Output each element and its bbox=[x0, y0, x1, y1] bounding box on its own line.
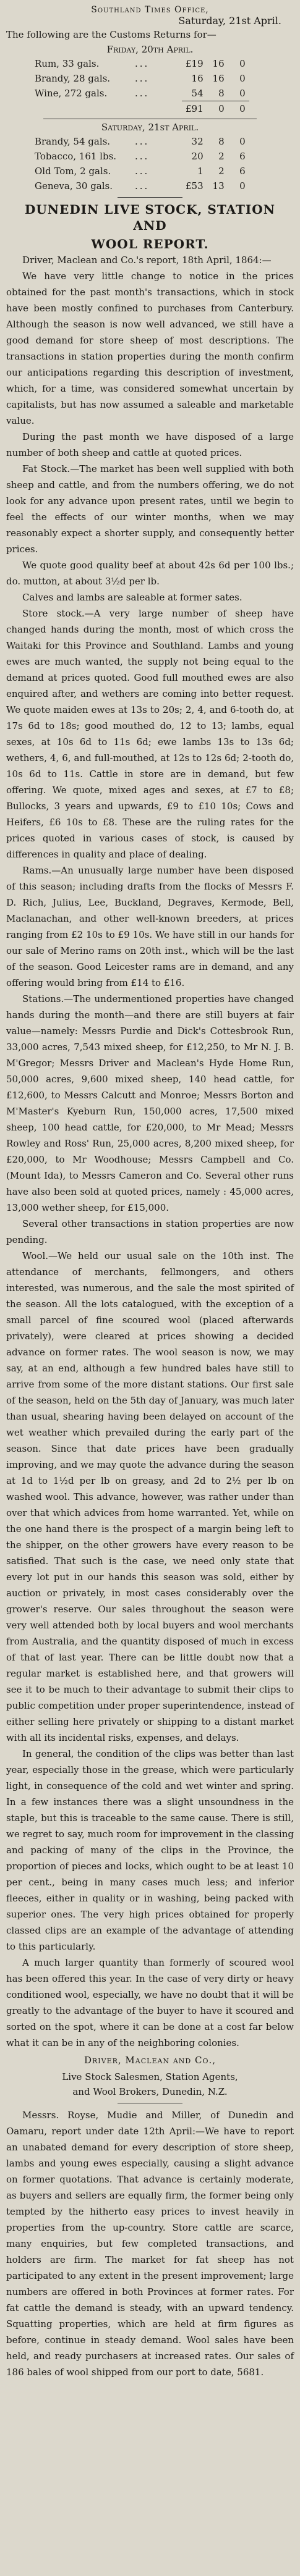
report-paragraph: Calves and lambs are saleable at former sates. bbox=[22, 592, 242, 603]
saturday-cell-d: 6 bbox=[239, 151, 246, 162]
saturday-cell-dots: ... bbox=[135, 151, 150, 162]
report-section bbox=[6, 201, 294, 2380]
saturday-cell-item: Brandy, 54 gals. bbox=[35, 136, 111, 147]
report-byline: Driver, Maclean and Co.'s report, 18th April, 1864:— bbox=[22, 255, 272, 266]
saturday-cell-d: 6 bbox=[239, 166, 246, 177]
report-paragraph: We have very little change to notice in the prices obtained for the past month's transactions, which in stock have been mostly confined to purchases from Canterbury. Although the season is now well advanced, we still have a good demand for store sheep of most descriptions. The transactions in station properties during the month confirm our anticipations regarding this description of investment, which, for a time, was considered somewhat uncertain by capitalists, but has now assumed a saleable and marketable value. bbox=[6, 271, 294, 426]
friday-cell-l: £19 bbox=[186, 58, 204, 69]
dateline: Saturday, 21st April. bbox=[178, 15, 281, 27]
friday-row bbox=[31, 71, 249, 86]
saturday-cell-d: 0 bbox=[239, 136, 246, 147]
saturday-cell-s: 13 bbox=[212, 180, 225, 192]
signature-line-2: and Wool Brokers, Dunedin, N.Z. bbox=[72, 2086, 228, 2097]
friday-cell-d: 0 bbox=[239, 73, 246, 84]
saturday-cell-l: £53 bbox=[186, 180, 204, 192]
saturday-cell-l: 1 bbox=[197, 166, 204, 177]
report-paragraph: Fat Stock.—The market has been well supplied with both sheep and cattle, and from the numbers offering, we do not look for any advance upon present rates, until we begin to feel the effects of our winter months, when we may reasonably expect a shorter supply, and consequently better prices. bbox=[6, 463, 294, 555]
friday-total-shillings: 0 bbox=[207, 101, 228, 117]
report-paragraph: Rams.—An unusually large number have been disposed of this season; including drafts from the flocks of Messrs F. D. Rich, Julius, Lee, Buckland, Degraves, Kermode, Bell, Maclanachan, and other well-known breeders, at prices ranging from £2 10s to £9 10s. We have still in our hands for our sale of Merino rams on 20th inst., which will be the last of the season. Good Leicester rams are in demand, and any offering would bring from £14 to £16. bbox=[6, 865, 294, 988]
saturday-cell-dots: ... bbox=[135, 180, 150, 192]
report-title-line2: WOOL REPORT. bbox=[91, 237, 209, 251]
saturday-cell-dots: ... bbox=[135, 136, 150, 147]
friday-cell-item: Rum, 33 gals. bbox=[35, 58, 100, 69]
saturday-cell-l: 32 bbox=[191, 136, 204, 147]
report-paragraph: We quote good quality beef at about 42s 6d per 100 lbs.; do. mutton, at about 3½d per lb. bbox=[6, 560, 294, 587]
friday-cell-s: 8 bbox=[218, 88, 225, 99]
friday-total-row bbox=[31, 101, 249, 117]
friday-cell-l: 54 bbox=[191, 88, 204, 99]
friday-cell-dots: ... bbox=[135, 58, 150, 69]
customs-intro: The following are the Customs Returns for— bbox=[6, 29, 216, 40]
report-paragraph: In general, the condition of the clips was better than last year, especially those in the grease, which were particularly light, in consequence of the cold and wet winter and spring. In a few instances there was a slight unsoundness in the staple, but this is traceable to the same cause. There is still, we regret to say, much room for improvement in the classing and packing of many of the clips in the Province, the proportion of pieces and locks, which ought to be at least 10 per cent., being in many cases much less; and inferior fleeces, either in quality or in washing, being packed with superior ones. The very high prices obtained for properly classed clips are an example of the advantage of attending to this particularly. bbox=[6, 1748, 294, 1952]
friday-ledger bbox=[31, 56, 249, 101]
report-paragraph: Wool.—We held our usual sale on the 10th inst. The attendance of merchants, fellmongers, and others interested, was numerous, and the sale the most spirited of the season. All the lots catalogued, with the exception of a small parcel of fine scoured wool (placed afterwards privately), were cleared at prices showing a decided advance on former rates. The wool season is now, we may say, at an end, although a few hundred bales have still to arrive from some of the more distant stations. Our first sale of the season, held on the 5th day of January, was much later than usual, shearing having been delayed on account of the wet weather which prevailed during the early part of the season. Since that date prices have been gradually improving, and we may quote the advance during the season at 1d to 1½d per lb on greasy, and 2d to 2½ per lb on washed wool. This advance, however, was rather under than over that which advices from home warranted. Yet, while on the one hand there is the prospect of a margin being left to the shipper, on the other growers have every reason to be satisfied. That such is the case, we need only state that every lot put in our hands this season was sold, either by auction or privately, in most cases considerably over the grower's reserve. Our sales throughout the season were very well attended both by local buyers and wool merchants from Australia, and the quantity disposed of much in excess of that of last year. There can be little doubt now that a regular market is established here, and that growers will see it to be much to their advantage to submit their clips to public competition under proper superintendence, instead of either selling here privately or shipping to a distant market with all its incidental risks, expenses, and delays. bbox=[6, 1250, 294, 1743]
saturday-cell-item: Tobacco, 161 lbs. bbox=[35, 151, 117, 162]
saturday-cell-item: Geneva, 30 gals. bbox=[35, 180, 113, 192]
friday-total-ledger bbox=[31, 101, 249, 116]
friday-cell-item: Wine, 272 gals. bbox=[35, 88, 108, 99]
final-report-paragraph: Messrs. Royse, Mudie and Miller, of Dunedin and Oamaru, report under date 12th April:—We have to report an unabated demand for every description of store sheep, lambs and young ewes especially, causing a slight advance on former quotations. That advance is certainly moderate, as buyers and sellers are equally firm, the former being only tempted by the hitherto easy prices to invest heavily in properties from the up-country. Store cattle are scarce, many enquiries, but few completed transactions, and holders are firm. The market for fat sheep has not participated to any extent in the present improvement; large numbers are offered in both Provinces at former rates. For fat cattle the demand is steady, with an upward tendency. Squatting properties, which are held at firm figures as before, continue in steady demand. Wool sales have been held, and ready purchasers at increased rates. Our sales of 186 bales of wool shipped from our port to date, 5681. bbox=[6, 2110, 294, 2378]
saturday-cell-s: 8 bbox=[218, 136, 225, 147]
friday-cell-d: 0 bbox=[239, 88, 246, 99]
friday-cell-dots: ... bbox=[135, 88, 150, 99]
friday-total-pounds: £91 bbox=[182, 101, 207, 117]
report-title-line1: DUNEDIN LIVE STOCK, STATION AND bbox=[25, 202, 275, 233]
report-paragraphs bbox=[6, 268, 294, 2051]
saturday-row bbox=[31, 164, 249, 179]
report-paragraph: A much larger quantity than formerly of scoured wool has been offered this year. In the case of very dirty or heavy conditioned wool, especially, we have no doubt that it will be greatly to the advantage of the buyer to have it scoured and sorted on the spot, where it can be done at a cost far below what it can be in any of the neighboring colonies. bbox=[6, 1957, 294, 2048]
saturday-cell-l: 20 bbox=[191, 151, 204, 162]
friday-row bbox=[31, 56, 249, 71]
saturday-row bbox=[31, 134, 249, 149]
saturday-ledger bbox=[31, 134, 249, 193]
customs-section bbox=[6, 5, 294, 193]
signature-line-1: Live Stock Salesmen, Station Agents, bbox=[62, 2071, 238, 2082]
saturday-cell-dots: ... bbox=[135, 166, 150, 177]
report-paragraph: Several other transactions in station properties are now pending. bbox=[6, 1218, 294, 1245]
saturday-cell-s: 2 bbox=[218, 166, 225, 177]
report-paragraph: During the past month we have disposed of a large number of both sheep and cattle at quoted prices. bbox=[6, 431, 294, 458]
saturday-cell-d: 0 bbox=[239, 180, 246, 192]
friday-cell-l: 16 bbox=[191, 73, 204, 84]
office-title: Southland Times Office, bbox=[91, 5, 209, 15]
saturday-row bbox=[31, 149, 249, 164]
friday-row bbox=[31, 86, 249, 101]
friday-cell-dots: ... bbox=[135, 73, 150, 84]
saturday-heading: Saturday, 21st April. bbox=[101, 122, 199, 133]
friday-heading: Friday, 20th April. bbox=[106, 44, 194, 55]
saturday-cell-item: Old Tom, 2 gals. bbox=[35, 166, 111, 177]
saturday-cell-s: 2 bbox=[218, 151, 225, 162]
friday-cell-s: 16 bbox=[212, 58, 225, 69]
friday-total-pence: 0 bbox=[228, 101, 249, 117]
report-paragraph: Stations.—The undermentioned properties have changed hands during the month—and there are still buyers at fair value—namely: Messrs Purdie and Dick's Cottesbrook Run, 33,000 acres, 7,543 mixed sheep, for £12,250, to Mr N. J. B. M'Gregor; Messrs Driver and Maclean's Hyde Home Run, 50,000 acres, 9,600 mixed sheep, 140 head cattle, for £12,600, to Messrs Calcutt and Monroe; Messrs Borton and M'Master's Kyeburn Run, 150,000 acres, 17,500 mixed sheep, 100 head cattle, for £20,000, to Mr Mead; Messrs Rowley and Ross' Run, 25,000 acres, 8,200 mixed sheep, for £20,000, to Mr Woodhouse; Messrs Campbell and Co. (Mount Ida), to Messrs Cameron and Co. Several other runs have also been sold at quoted prices, namely : 45,000 acres, 13,000 wether sheep, for £15,000. bbox=[6, 993, 294, 1213]
report-paragraph: Store stock.—A very large number of sheep have changed hands during the month, most of which cross the Waitaki for this Province and Southland. Lambs and young ewes are much wanted, the supply not being equal to the demand at prices quoted. Good full mouthed ewes are also enquired after, and wethers are coming into better request. We quote maiden ewes at 13s to 20s; 2, 4, and 6-tooth do, at 17s 6d to 18s; good mouthed do, 12 to 13; lambs, equal sexes, at 10s 6d to 11s 6d; ewe lambs 13s to 13s 6d; wethers, 4, 6, and full-mouthed, at 12s to 12s 6d; 2-tooth do, 10s 6d to 11s. Cattle in store are in demand, but few offering. We quote, mixed ages and sexes, at £7 to £8; Bullocks, 3 years and upwards, £9 to £10 10s; Cows and Heifers, £6 10s to £8. These are the ruling rates for the prices quoted in various cases of stock, is caused by differences in quality and place of dealing. bbox=[6, 608, 294, 860]
saturday-row bbox=[31, 179, 249, 193]
friday-cell-s: 16 bbox=[212, 73, 225, 84]
friday-cell-item: Brandy, 28 gals. bbox=[35, 73, 111, 84]
signature: Driver, Maclean and Co., bbox=[84, 2055, 216, 2066]
friday-cell-d: 0 bbox=[239, 58, 246, 69]
section-divider bbox=[118, 197, 182, 198]
